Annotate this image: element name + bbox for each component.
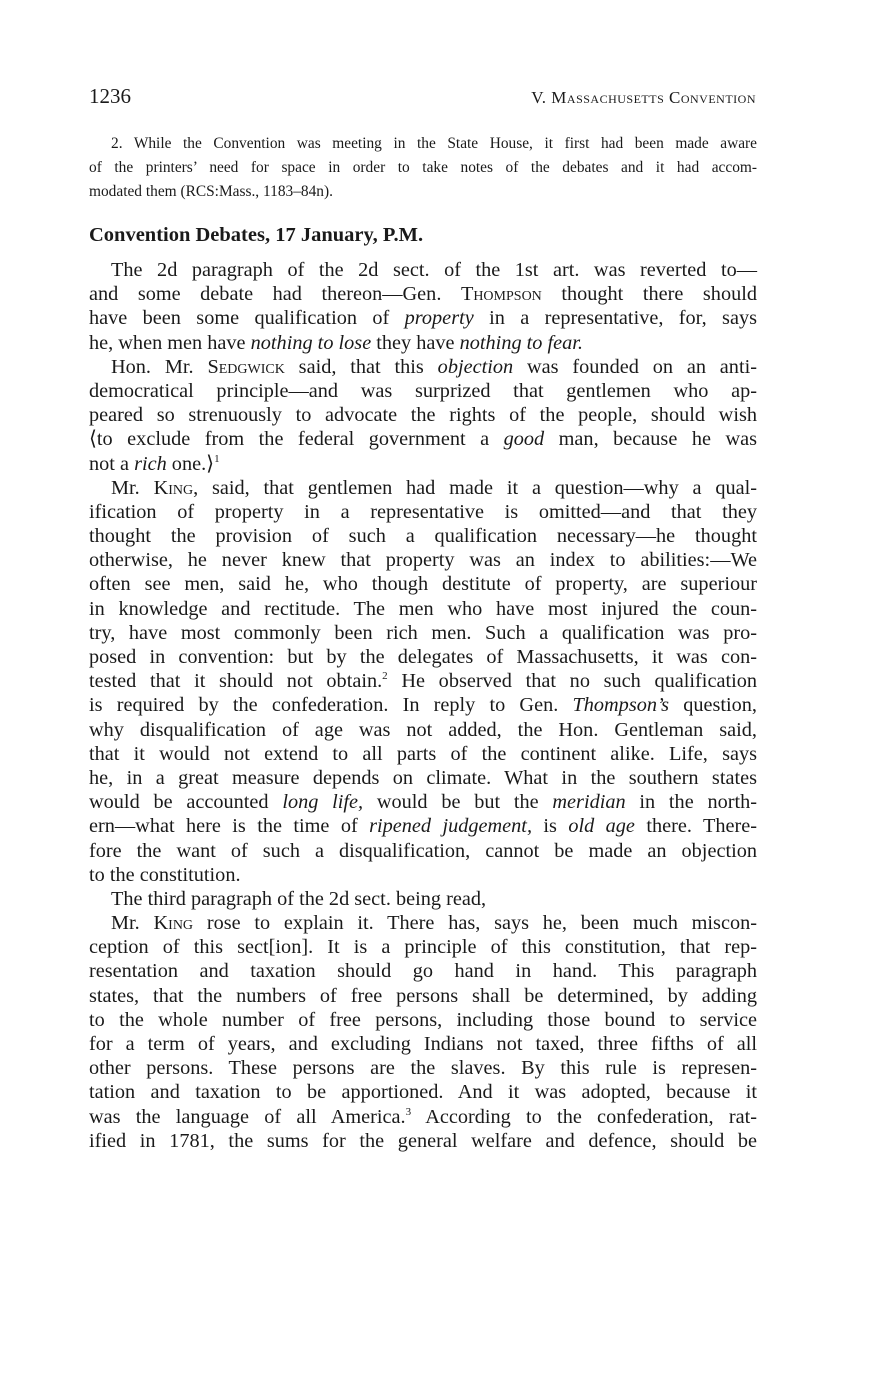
- text-line: is required by the confederation. In reply to Gen. Thompson’s question,: [89, 694, 757, 717]
- speaker-name: Thompson: [460, 283, 542, 306]
- footnote-ref: 1: [214, 452, 220, 465]
- body-text: [89, 258, 757, 1153]
- text-line: he, in a great measure depends on climate. What in the southern states: [89, 766, 757, 789]
- text-line: democratical principle—and was surprized that gentlemen who ap-: [89, 379, 757, 402]
- text-line: fore the want of such a disqualification, cannot be made an objection: [89, 839, 757, 862]
- footnote-line: 2. While the Convention was meeting in the State House, it first had been made aware: [111, 135, 757, 152]
- text-line: Hon. Mr. Sedgwick said, that this objection was founded on an anti-: [111, 355, 757, 378]
- text-line: and some debate had thereon—Gen. Thompson thought there should: [89, 283, 757, 306]
- text-line: try, have most commonly been rich men. Such a qualification was pro-: [89, 621, 757, 644]
- page-header: [89, 84, 756, 110]
- text-line: Mr. King, said, that gentlemen had made it a question—why a qual-: [111, 476, 758, 499]
- text-line: resentation and taxation should go hand in hand. This paragraph: [89, 960, 757, 983]
- speaker-name: King: [153, 912, 194, 935]
- text-line: Mr. King rose to explain it. There has, says he, been much miscon-: [111, 912, 757, 935]
- text-line: The third paragraph of the 2d sect. being read,: [111, 887, 487, 910]
- text-line: tested that it should not obtain.$^2$ He observed that no such qualification: [89, 670, 757, 693]
- text-line: otherwise, he never knew that property was an index to abilities:—We: [89, 549, 757, 572]
- text-line: The 2d paragraph of the 2d sect. of the 1st art. was reverted to—: [111, 259, 757, 281]
- text-line: that it would not extend to all parts of the continent alike. Life, says: [89, 742, 757, 765]
- text-line: he, when men have nothing to lose they have nothing to fear.: [89, 331, 584, 354]
- footnote-line: modated them (RCS:Mass., 1183–84n).: [89, 183, 333, 201]
- text-line: ⟨to exclude from the federal government a good man, because he was: [89, 428, 757, 451]
- footnote-line: of the printers’ need for space in order to take notes of the debates and it had accom-: [89, 159, 757, 177]
- text-line: tation and taxation to be apportioned. And it was adopted, because it: [89, 1081, 757, 1104]
- text-line: have been some qualification of property in a representative, for, says: [89, 307, 757, 330]
- text-line: for a term of years, and excluding Indians not taxed, three fifths of all: [89, 1033, 757, 1055]
- text-line: peared so strenuously to advocate the rights of the people, should wish: [89, 404, 757, 427]
- text-line: thought the provision of such a qualification necessary—he thought: [89, 525, 757, 548]
- text-line: why disqualification of age was not added, the Hon. Gentleman said,: [89, 718, 757, 741]
- text-line: to the whole number of free persons, including those bound to service: [89, 1008, 757, 1031]
- text-line: not a rich one.⟩$^1$: [89, 452, 220, 475]
- page-number: 1236: [89, 84, 131, 108]
- text-line: to the constitution.: [89, 863, 241, 886]
- text-line: often see men, said he, who though destitute of property, are superiour: [89, 573, 757, 596]
- footnote-ref: 2: [382, 670, 388, 683]
- speaker-name: King: [153, 476, 194, 499]
- text-line: would be accounted long life, would be but the meridian in the north-: [89, 791, 758, 814]
- text-line: ified in 1781, the sums for the general welfare and defence, should be: [89, 1129, 757, 1152]
- footnote-ref: 3: [405, 1105, 412, 1118]
- text-line: in knowledge and rectitude. The men who have most injured the coun-: [89, 597, 757, 620]
- text-line: ception of this sect[ion]. It is a principle of this constitution, that rep-: [89, 936, 757, 959]
- speaker-name: Sedgwick: [207, 355, 285, 378]
- text-line: was the language of all America.$^3$ According to the confederation, rat-: [89, 1105, 757, 1128]
- text-line: ern—what here is the time of ripened judgement, is old age there. There-: [89, 815, 758, 838]
- text-line: states, that the numbers of free persons shall be determined, by adding: [89, 984, 757, 1007]
- text-line: ification of property in a representative is omitted—and that they: [89, 500, 757, 523]
- running-head: V. Massachusetts Convention: [531, 88, 756, 107]
- footnote: [89, 133, 757, 206]
- text-line: posed in convention: but by the delegates of Massachusetts, it was con-: [89, 646, 757, 668]
- text-line: other persons. These persons are the slaves. By this rule is represen-: [89, 1057, 757, 1080]
- section-heading: Convention Debates, 17 January, P.M.: [89, 224, 424, 246]
